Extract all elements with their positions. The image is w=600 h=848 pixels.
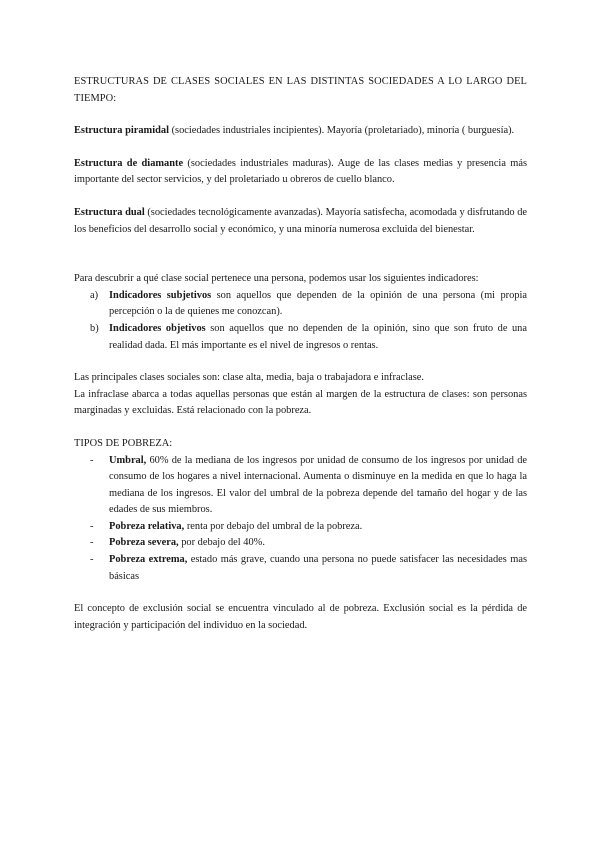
list-item <box>74 535 527 552</box>
structure-text: (sociedades industriales incipientes). Mayoría (proletariado), minoría ( burguesía). <box>168 125 515 137</box>
list-item <box>74 288 527 321</box>
poverty-text: 60% de la mediana de los ingresos por unidad de consumo de los ingresos por unidad de consumo de los hogares a nivel internacional. Aumenta o disminuye en la medida en que lo haga la mediana de los ingresos. El valor del umbral de la pobreza depende del tamaño del hogar y de las edades de sus miembros. <box>109 454 527 516</box>
infraclase-line: La infraclase abarca a todas aquellas personas que están al margen de la estructura de clases: son personas marginadas y excluidas. Está relacionado con la pobreza. <box>74 388 527 417</box>
indicators-intro: Para descubrir a qué clase social pertenece una persona, podemos usar los siguientes indicadores: <box>74 273 479 285</box>
list-item <box>74 321 527 354</box>
indicator-text: son aquellos que no dependen de la opinión, sino que son fruto de una realidad dada. El más importante es el nivel de ingresos o rentas. <box>109 322 527 351</box>
list-marker: b) <box>90 322 99 334</box>
list-marker: - <box>90 454 94 466</box>
classes-line: Las principales clases sociales son: clase alta, media, baja o trabajadora e infraclase. <box>74 372 424 384</box>
structure-text: (sociedades tecnológicamente avanzadas). Mayoría satisfecha, acomodada y disfrutando de los beneficios del desarrollo social y económico, y una minoría numerosa excluida del bienestar. <box>74 206 528 235</box>
poverty-list <box>74 453 527 586</box>
list-marker: - <box>90 537 94 549</box>
structure-piramidal <box>74 123 527 140</box>
poverty-text: renta por debajo del umbral de la pobreza. <box>184 520 363 532</box>
indicator-term: Indicadores subjetivos <box>109 289 212 301</box>
structure-dual <box>74 205 527 238</box>
structure-term: Estructura piramidal <box>74 125 169 137</box>
poverty-text: estado más grave, cuando una persona no puede satisfacer las necesidades mas básicas <box>109 554 527 582</box>
poverty-term: Pobreza relativa, <box>109 520 185 532</box>
section-heading: ESTRUCTURAS DE CLASES SOCIALES EN LAS DISTINTAS SOCIEDADES A LO LARGO DEL TIEMPO: <box>74 76 527 104</box>
exclusion-paragraph: El concepto de exclusión social se encuentra vinculado al de pobreza. Exclusión social es la pérdida de integración y participación del individuo en la sociedad. <box>74 603 527 631</box>
list-marker: - <box>90 554 94 566</box>
list-item <box>74 552 527 585</box>
poverty-term: Umbral, <box>109 454 147 466</box>
poverty-text: por debajo del 40%. <box>178 537 265 549</box>
list-item <box>74 519 527 536</box>
indicators-list <box>74 288 527 354</box>
structure-diamante <box>74 156 527 189</box>
poverty-term: Pobreza severa, <box>109 537 179 549</box>
list-marker: - <box>90 520 94 532</box>
indicator-term: Indicadores objetivos <box>109 322 206 334</box>
list-item <box>74 453 527 519</box>
structure-term: Estructura de diamante <box>74 157 184 169</box>
indicator-text: son aquellos que dependen de la opinión de una persona (mi propia percepción o la de quienes me conozcan). <box>109 289 527 318</box>
structure-term: Estructura dual <box>74 206 145 218</box>
poverty-heading: TIPOS DE POBREZA: <box>74 437 173 449</box>
poverty-term: Pobreza extrema, <box>109 554 188 566</box>
list-marker: a) <box>90 289 99 301</box>
structure-text: (sociedades industriales maduras). Auge de las clases medias y presencia más importante del sector servicios, y del proletariado u obreros de cuello blanco. <box>74 157 527 186</box>
